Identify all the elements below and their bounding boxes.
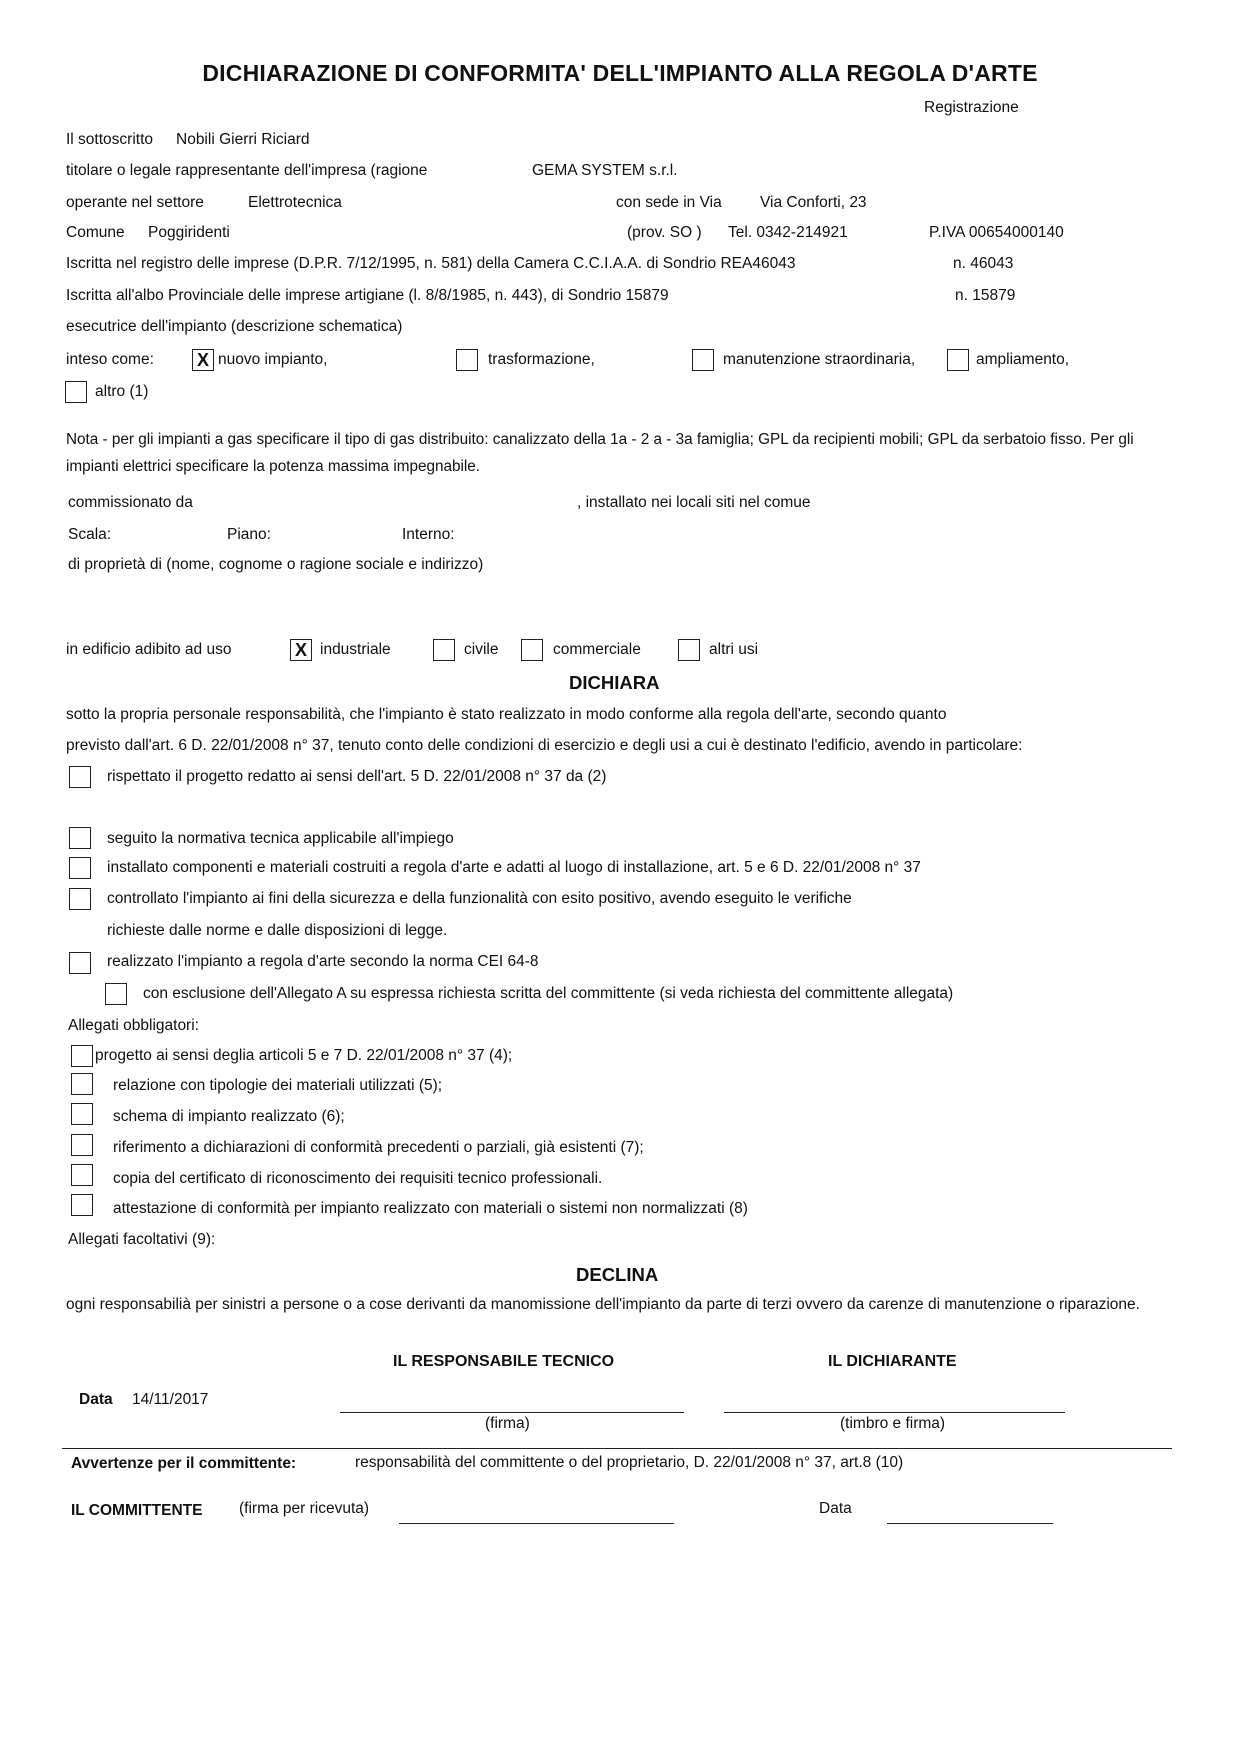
sottoscritto-value: Nobili Gierri Riciard <box>176 131 310 148</box>
registro-text: Iscritta nel registro delle imprese (D.P.R. 7/12/1995, n. 581) della Camera C.C.I.A.A. di Sondrio REA46043 <box>66 255 796 272</box>
declina-heading: DECLINA <box>576 1264 659 1285</box>
dichiara-line2: previsto dall'art. 6 D. 22/01/2008 n° 37, tenuto conto delle condizioni di esercizio e degli usi a cui è destinato l'edificio, avendo in particolare: <box>66 737 1023 754</box>
scala-label: Scala: <box>68 526 112 543</box>
checkbox-progetto-rispettato[interactable] <box>69 766 91 788</box>
checkbox-altro[interactable] <box>65 381 87 403</box>
titolare-label: titolare o legale rappresentante dell'impresa (ragione <box>66 162 428 179</box>
item-cei-64-8: realizzato l'impianto a regola d'arte secondo la norma CEI 64-8 <box>107 953 539 970</box>
sottoscritto-label: Il sottoscritto <box>66 131 153 148</box>
allegati-facoltativi-label: Allegati facoltativi (9): <box>68 1231 216 1248</box>
allegato-certificato: copia del certificato di riconoscimento dei requisiti tecnico professionali. <box>113 1170 603 1187</box>
registrazione-label: Registrazione <box>924 99 1019 116</box>
firma-line[interactable] <box>340 1412 684 1413</box>
tel-text: Tel. 0342-214921 <box>728 224 848 241</box>
option-nuovo-impianto: nuovo impianto, <box>218 351 328 368</box>
sede-label: con sede in Via <box>616 194 722 211</box>
comune-label: Comune <box>66 224 125 241</box>
ricevuta-label: (firma per ricevuta) <box>239 1500 370 1517</box>
albo-text: Iscritta all'albo Provinciale delle imprese artigiane (l. 8/8/1985, n. 443), di Sondrio 15879 <box>66 287 669 304</box>
piano-label: Piano: <box>227 526 271 543</box>
registro-number: n. 46043 <box>953 255 1014 272</box>
dichiara-heading: DICHIARA <box>569 672 660 693</box>
timbro-firma-line[interactable] <box>724 1412 1065 1413</box>
firma-ricevuta-line[interactable] <box>399 1523 674 1524</box>
checkbox-componenti[interactable] <box>69 857 91 879</box>
settore-value: Elettrotecnica <box>248 194 342 211</box>
prov-text: (prov. SO ) <box>627 224 702 241</box>
impresa-value: GEMA SYSTEM s.r.l. <box>532 162 678 179</box>
checkbox-commerciale[interactable] <box>521 639 543 661</box>
allegato-attestazione: attestazione di conformità per impianto realizzato con materiali o sistemi non normalizzati (8) <box>113 1200 748 1217</box>
checkbox-allegato-certificato[interactable] <box>71 1164 93 1186</box>
checkbox-allegato-progetto[interactable] <box>71 1045 93 1067</box>
option-altri-usi: altri usi <box>709 641 759 658</box>
timbro-firma-label: (timbro e firma) <box>840 1415 946 1432</box>
committente-heading: IL COMMITTENTE <box>71 1502 203 1519</box>
declina-text: ogni responsabilià per sinistri a persone o a cose derivanti da manomissione dell'impianto da parte di terzi ovvero da carenze di manutenzione o riparazione. <box>66 1296 1140 1313</box>
dichiarante-heading: IL DICHIARANTE <box>828 1353 957 1370</box>
option-altro: altro (1) <box>95 383 149 400</box>
allegato-riferimento: riferimento a dichiarazioni di conformità precedenti o parziali, già esistenti (7); <box>113 1139 644 1156</box>
checkbox-nuovo-impianto[interactable]: X <box>192 349 214 371</box>
item-esclusione: con esclusione dell'Allegato A su espressa richiesta scritta del committente (si veda richiesta del committente allegata) <box>143 985 954 1002</box>
esecutrice-label: esecutrice dell'impianto (descrizione schematica) <box>66 318 403 335</box>
responsabile-tecnico-heading: IL RESPONSABILE TECNICO <box>393 1353 615 1370</box>
allegato-progetto: progetto ai sensi deglia articoli 5 e 7 D. 22/01/2008 n° 37 (4); <box>95 1047 513 1064</box>
option-manutenzione: manutenzione straordinaria, <box>723 351 916 368</box>
piva-text: P.IVA 00654000140 <box>929 224 1064 241</box>
settore-label: operante nel settore <box>66 194 204 211</box>
data-label: Data <box>79 1391 113 1408</box>
checkbox-cei-64-8[interactable] <box>69 952 91 974</box>
edificio-label: in edificio adibito ad uso <box>66 641 232 658</box>
item-componenti: installato componenti e materiali costruiti a regola d'arte e adatti al luogo di installazione, art. 5 e 6 D. 22/01/2008 n° 37 <box>107 859 921 876</box>
proprieta-label: di proprietà di (nome, cognome o ragione sociale e indirizzo) <box>68 556 484 573</box>
divider <box>62 1448 1172 1449</box>
checkbox-allegato-schema[interactable] <box>71 1103 93 1125</box>
avvertenze-text: responsabilità del committente o del proprietario, D. 22/01/2008 n° 37, art.8 (10) <box>355 1454 904 1471</box>
option-commerciale: commerciale <box>553 641 641 658</box>
commissionato-label: commissionato da <box>68 494 193 511</box>
item-progetto-rispettato: rispettato il progetto redatto ai sensi dell'art. 5 D. 22/01/2008 n° 37 da (2) <box>107 768 607 785</box>
checkbox-normativa[interactable] <box>69 827 91 849</box>
nota-text: Nota - per gli impianti a gas specificare il tipo di gas distribuito: canalizzato della 1a - 2 a - 3a famiglia; GPL da recipienti mobili; GPL da serbatoio fisso. Per gli impianti elettrici specificare la potenza massima impegnabile. <box>66 431 1134 475</box>
option-industriale: industriale <box>320 641 391 658</box>
checkbox-esclusione[interactable] <box>105 983 127 1005</box>
comune-value: Poggiridenti <box>148 224 230 241</box>
option-ampliamento: ampliamento, <box>976 351 1070 368</box>
allegato-relazione: relazione con tipologie dei materiali utilizzati (5); <box>113 1077 443 1094</box>
allegati-obbligatori-label: Allegati obbligatori: <box>68 1017 199 1034</box>
data2-line[interactable] <box>887 1523 1053 1524</box>
checkbox-manutenzione[interactable] <box>692 349 714 371</box>
sede-value: Via Conforti, 23 <box>760 194 867 211</box>
item-controllato-cont: richieste dalle norme e dalle disposizioni di legge. <box>107 922 448 939</box>
installato-label: , installato nei locali siti nel comue <box>577 494 811 511</box>
data-value: 14/11/2017 <box>132 1391 209 1408</box>
dichiara-line1: sotto la propria personale responsabilità, che l'impianto è stato realizzato in modo conforme alla regola dell'arte, secondo quanto <box>66 706 947 723</box>
firma-label: (firma) <box>485 1415 530 1432</box>
item-normativa: seguito la normativa tecnica applicabile all'impiego <box>107 830 454 847</box>
data2-label: Data <box>819 1500 852 1517</box>
checkbox-altri-usi[interactable] <box>678 639 700 661</box>
option-trasformazione: trasformazione, <box>488 351 595 368</box>
checkbox-ampliamento[interactable] <box>947 349 969 371</box>
checkbox-allegato-riferimento[interactable] <box>71 1134 93 1156</box>
checkbox-allegato-relazione[interactable] <box>71 1073 93 1095</box>
albo-number: n. 15879 <box>955 287 1016 304</box>
allegato-schema: schema di impianto realizzato (6); <box>113 1108 345 1125</box>
checkbox-civile[interactable] <box>433 639 455 661</box>
checkbox-industriale[interactable]: X <box>290 639 312 661</box>
avvertenze-label: Avvertenze per il committente: <box>71 1455 297 1472</box>
checkbox-controllato[interactable] <box>69 888 91 910</box>
checkbox-allegato-attestazione[interactable] <box>71 1194 93 1216</box>
checkbox-trasformazione[interactable] <box>456 349 478 371</box>
document-title: DICHIARAZIONE DI CONFORMITA' DELL'IMPIANTO ALLA REGOLA D'ARTE <box>202 60 1038 86</box>
option-civile: civile <box>464 641 499 658</box>
item-controllato: controllato l'impianto ai fini della sicurezza e della funzionalità con esito positivo, avendo eseguito le verifiche <box>107 890 852 907</box>
inteso-label: inteso come: <box>66 351 154 368</box>
interno-label: Interno: <box>402 526 455 543</box>
